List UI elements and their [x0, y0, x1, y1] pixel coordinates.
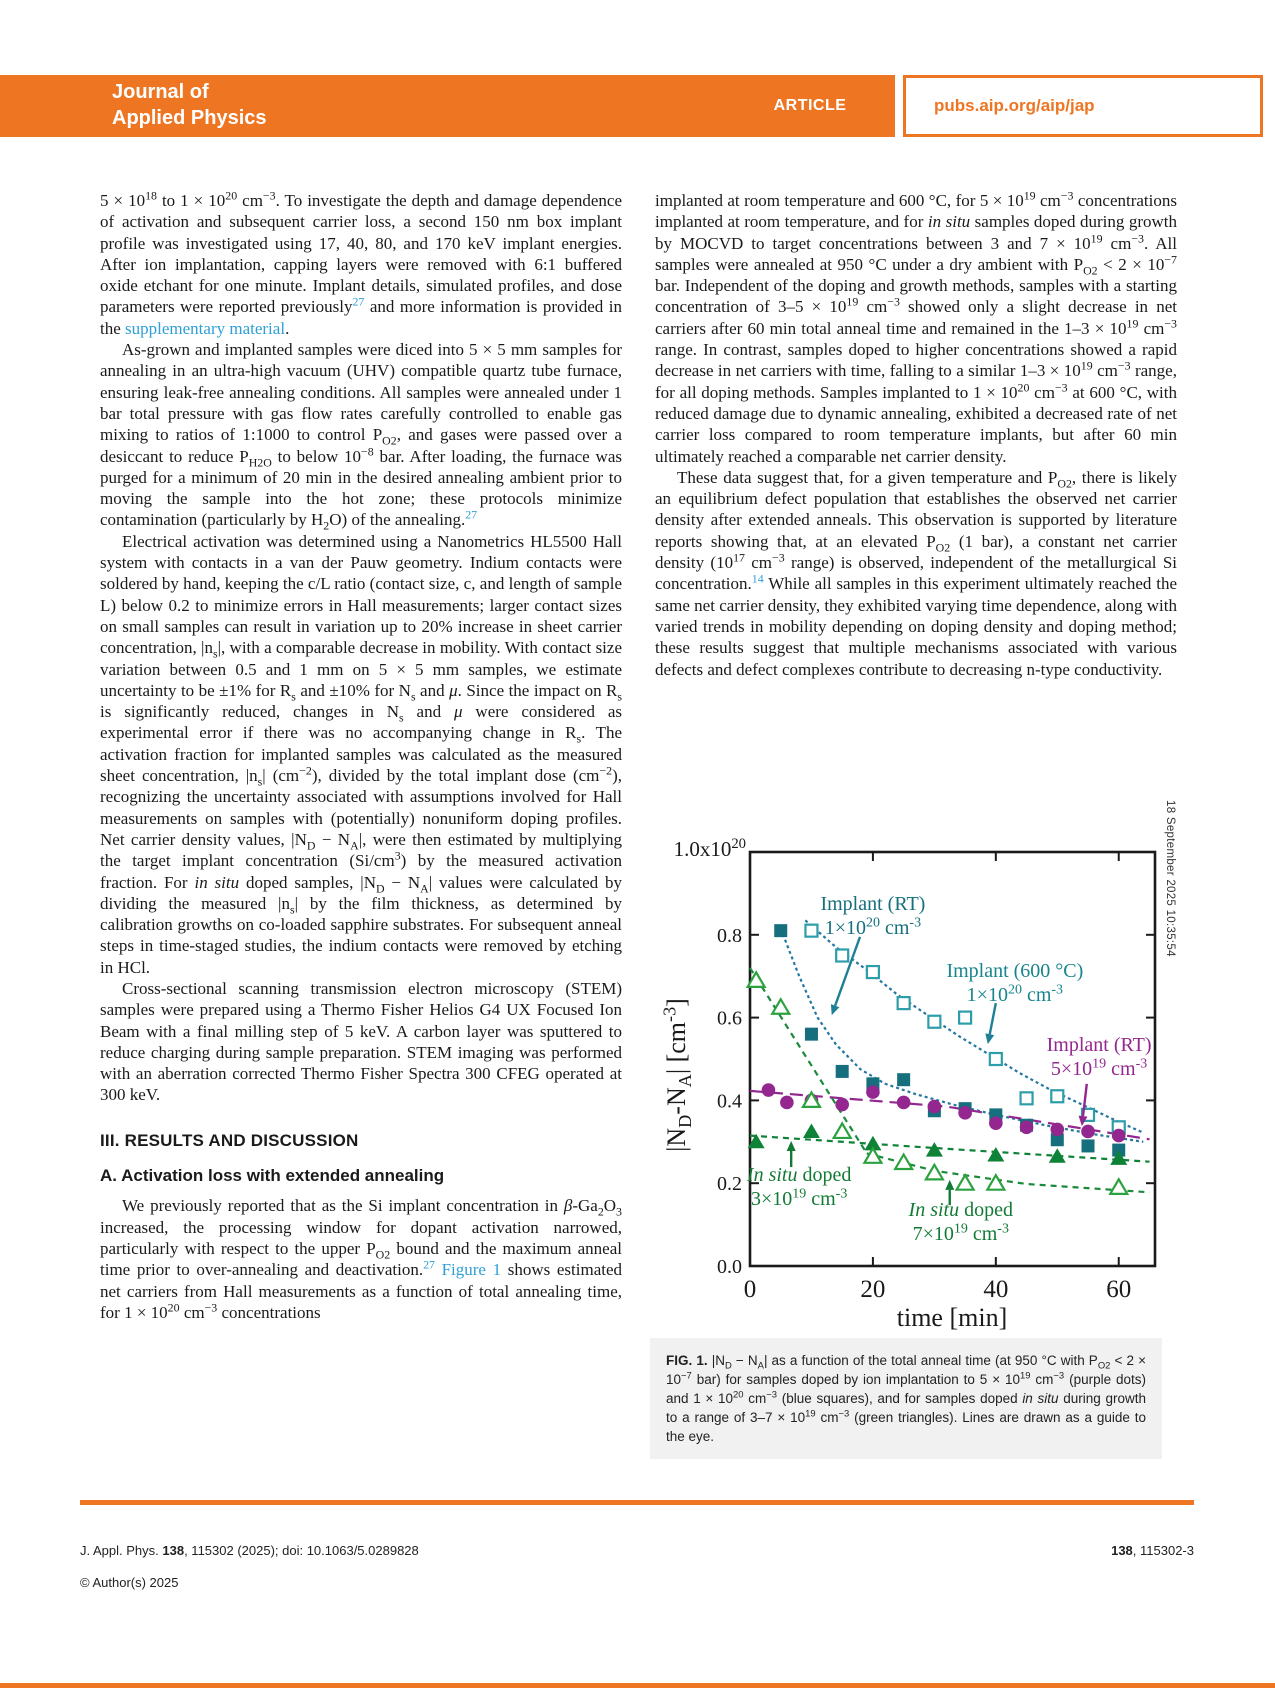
paragraph: Cross-sectional scanning transmission electron microscopy (STEM) samples were prepared using a Thermo Fisher Helios G4 UX Focused Ion Beam with a final milling step of 5 keV. A carbon layer was sputtered to reduce charging during sample preparation. STEM imaging was performed with an aberration corrected Thermo Fisher Spectra 300 CFEG operated at 300 keV.	[100, 978, 622, 1105]
y-tick-label: 0.2	[717, 1173, 742, 1196]
paragraph: We previously reported that as the Si implant concentration in $\beta-Ga_2O_3$ increased, the processing window for dopant activation narrowed, particularly with respect to the upper $P_{O2}$ bound and the maximum anneal time prior to over-annealing and deactivation.$^{27}$ Figure 1 shows estimated net carriers from Hall measurements as a function of total annealing time, for $1 \times 10^{20}$ $cm^{-3}$ concentrations	[100, 1196, 622, 1322]
reference-link[interactable]: 27	[352, 294, 365, 309]
annotation-arrow	[990, 1003, 996, 1034]
data-point	[990, 1053, 1002, 1065]
footer-copyright: © Author(s) 2025	[80, 1575, 179, 1590]
data-point	[989, 1116, 1003, 1130]
data-point	[895, 1155, 912, 1170]
data-point	[805, 1028, 818, 1041]
annotation-arrow	[835, 937, 860, 1006]
data-point	[805, 925, 817, 937]
journal-title	[112, 79, 267, 131]
data-point	[1110, 1179, 1127, 1194]
paragraph: These data suggest that, for a given temperature and $P_{O2}$, there is likely an equilibrium defect population that establishes the observed net carrier density after extended anneals. This observation is supported by literature reports showing that, at an elevated $P_{O2}$ (1 bar), a constant net carrier density ($10^{17}$ $cm^{-3}$ range) is observed, independent of the metallurgical Si concentration.$^{14}$ While all samples in this experiment ultimately reached the same net carrier density, they exhibited varying time dependence, along with varied trends in mobility depending on doping density and doping method; these results suggest that multiple mechanisms associated with various defects and defect complexes contribute to decreasing n-type conductivity.	[655, 467, 1177, 679]
data-point	[774, 924, 787, 937]
x-tick-label: 0	[743, 1276, 757, 1303]
data-point	[803, 1123, 820, 1138]
y-tick-label: 0.8	[717, 924, 742, 947]
x-tick-label: 20	[860, 1276, 886, 1303]
paragraph: Electrical activation was determined using a Nanometrics HL5500 Hall system with contacts in a van der Pauw geometry. Indium contacts were soldered by hand, keeping the c/L ratio (contact size, c, and length of sample L) below 0.2 to minimize errors in Hall measurements; larger contact sizes on small samples can result in variation up to 20% increase in sheet carrier concentration, $|n_s|$, with a comparable decrease in mobility. With contact size variation between 0.5 and 1 mm on 5 × 5 mm samples, we estimate uncertainty to be ±1% for $R_s$ and ±10% for $N_s$ and μ. Since the impact on $R_s$ is significantly reduced, changes in $N_s$ and μ were considered as experimental error if there was no accompanying change in $R_s$. The activation fraction for implanted samples was calculated as the measured sheet concentration, $|n_s|$ $(cm^{-2})$, divided by the total implant dose $(cm^{-2})$, recognizing the uncertainty associated with assumptions involved for Hall measurements on samples with (potentially) nonuniform doping profiles. Net carrier density values, $|N_D - N_A|$, were then estimated by multiplying the target implant concentration $(Si/cm^3)$ by the measured activation fraction. For in situ doped samples, $|N_D - N_A|$ values were calculated by dividing the measured $|n_s|$ by the film thickness, as determined by calibration growths on co-loaded sapphire substrates. For subsequent anneal steps in time-staged studies, the indium contacts were removed by etching in HCl.	[100, 531, 622, 977]
data-point	[1081, 1125, 1095, 1139]
chart-annotation: In situ doped $7\times 10^{19}$ $cm^{-3}$	[908, 1199, 1014, 1246]
data-point	[987, 1175, 1004, 1190]
journal-title-line2: Applied Physics	[112, 107, 267, 129]
figure-1	[650, 765, 1165, 1350]
header-bar	[0, 75, 895, 137]
data-point	[959, 1012, 971, 1024]
y-tick-label: 0.4	[717, 1090, 742, 1113]
chart-annotation: Implant (RT) $1\times 10^{20}$ $cm^{-3}$	[820, 893, 926, 940]
data-point	[834, 1123, 851, 1138]
series-in-situ-doped-3-10-19-cm-3	[748, 1123, 1128, 1164]
figure-1-caption: FIG. 1. $|N_D - N_A|$ as a function of the total anneal time (at 950 °C with $P_{O2} < 2 \times 10^{-7}$ bar) for samples doped by ion implantation to $5 \times 10^{19}$ $cm^{-3}$ (purple dots) and $1 \times 10^{20}$ $cm^{-3}$ (blue squares), and for samples doped in situ during growth to a range of $3-7 \times 10^{19}$ $cm^{-3}$ (green triangles). Lines are drawn as a guide to the eye.	[650, 1338, 1162, 1459]
data-point	[836, 1065, 849, 1078]
data-point	[1020, 1121, 1034, 1135]
data-point	[1112, 1129, 1126, 1143]
reference-link[interactable]: 14	[751, 571, 764, 586]
y-axis-top-tick-label: $1.0x10^{20}$	[673, 836, 746, 861]
data-point	[762, 1083, 776, 1097]
footer-page-number: 138, 115302-3	[1111, 1543, 1194, 1558]
guide-line	[805, 920, 1143, 1132]
data-point	[1050, 1123, 1064, 1137]
x-tick-label: 40	[983, 1276, 1009, 1303]
data-point	[987, 1147, 1004, 1162]
data-point	[1021, 1092, 1033, 1104]
data-point	[866, 1085, 880, 1099]
data-point	[835, 1098, 849, 1112]
data-point	[780, 1096, 794, 1110]
inline-link[interactable]: Figure 1	[441, 1260, 502, 1280]
data-point	[926, 1165, 943, 1180]
left-column	[100, 190, 622, 1470]
x-tick-label: 60	[1106, 1276, 1132, 1303]
data-point	[897, 1096, 911, 1110]
bottom-accent-line	[0, 1683, 1275, 1688]
reference-link[interactable]: 27	[423, 1257, 435, 1272]
footer-citation: J. Appl. Phys. 138, 115302 (2025); doi: 10.1063/5.0289828	[80, 1543, 419, 1558]
data-point	[836, 950, 848, 962]
data-point	[867, 966, 879, 978]
data-point	[897, 1073, 910, 1086]
y-tick-label: 0.0	[717, 1256, 742, 1278]
y-tick-label: 0.6	[717, 1007, 742, 1030]
data-point	[1082, 1139, 1095, 1152]
data-point	[1051, 1090, 1063, 1102]
journal-url-box	[903, 75, 1263, 137]
chart-annotation: Implant (600 °C) $1\times 10^{20}$ $cm^{-3}$	[946, 959, 1084, 1006]
paragraph: As-grown and implanted samples were diced into 5 × 5 mm samples for annealing in an ultra-high vacuum (UHV) compatible quartz tube furnace, ensuring leak-free annealing conditions. All samples were annealed under 1 bar total pressure with gas flow rates carefully controlled to enable gas mixing to ratios of 1:1000 to control $P_{O2}$, and gases were passed over a desiccant to reduce $P_{H2O}$ to below $10^{-8}$ bar. After loading, the furnace was purged for a minimum of 20 min in the desired annealing ambient prior to moving the sample into the hot zone; these protocols minimize contamination (particularly by $H_2O$) of the annealing.$^{27}$	[100, 340, 622, 533]
data-point	[898, 997, 910, 1009]
y-axis-title: $|N_D-N_A|$ $[cm^{-3}]$	[659, 998, 696, 1152]
data-point	[928, 1016, 940, 1028]
data-point	[958, 1106, 972, 1120]
chart-annotation: Implant (RT) $5\times 10^{19}$ $cm^{-3}$	[1046, 1033, 1152, 1080]
download-timestamp: 18 September 2025 10:35:54	[1164, 800, 1176, 957]
journal-url-link[interactable]: pubs.aip.org/aip/jap	[934, 96, 1095, 115]
footer-rule	[80, 1500, 1194, 1505]
right-column	[655, 190, 1177, 780]
chart-annotation: In situ doped $3\times 10^{19}$ $cm^{-3}$	[746, 1163, 852, 1210]
data-point	[957, 1175, 974, 1190]
paragraph: $5 \times 10^{18}$ to $1 \times 10^{20}$ $cm^{-3}$. To investigate the depth and damage dependence of activation and subsequent carrier loss, a second 150 nm box implant profile was investigated using 17, 40, 80, and 170 keV implant energies. After ion implantation, capping layers were removed with 6:1 buffered oxide etchant for one minute. Implant details, simulated profiles, and dose parameters were reported previously$^{27}$ and more information is provided in the supplementary material.	[100, 190, 622, 338]
reference-link[interactable]: 27	[465, 507, 478, 522]
x-axis-title: time [min]	[896, 1303, 1008, 1332]
inline-link[interactable]: supplementary material	[125, 318, 286, 338]
journal-title-line1: Journal of	[112, 81, 209, 103]
data-point	[928, 1100, 942, 1114]
paragraph: implanted at room temperature and 600 °C, for $5 \times 10^{19}$ $cm^{-3}$ concentrations implanted at room temperature, and for in situ samples doped during growth by MOCVD to target concentrations between 3 and $7 \times 10^{19}$ $cm^{-3}$. All samples were annealed at 950 °C under a dry ambient with $P_{O2} < 2 \times 10^{-7}$ bar. Independent of the doping and growth methods, samples with a starting concentration of $3-5 \times 10^{19}$ $cm^{-3}$ showed only a slight decrease in net carriers after 60 min total anneal time and remained in the $1-3 \times 10^{19}$ $cm^{-3}$ range. In contrast, samples doped to higher concentrations showed a rapid decrease in net carriers with time, falling to a similar $1-3 \times 10^{19}$ $cm^{-3}$ range, for all doping methods. Samples implanted to $1 \times 10^{20}$ $cm^{-3}$ at 600 °C, with reduced damage due to dynamic annealing, exhibited a decreased rate of net carrier loss compared to room temperature implants, but after 60 min ultimately reached a comparable net carrier density.	[655, 190, 1177, 466]
section-heading: III. RESULTS AND DISCUSSION	[100, 1130, 359, 1150]
section-heading: A. Activation loss with extended annealing	[100, 1166, 445, 1186]
article-type-label: ARTICLE	[773, 97, 847, 114]
